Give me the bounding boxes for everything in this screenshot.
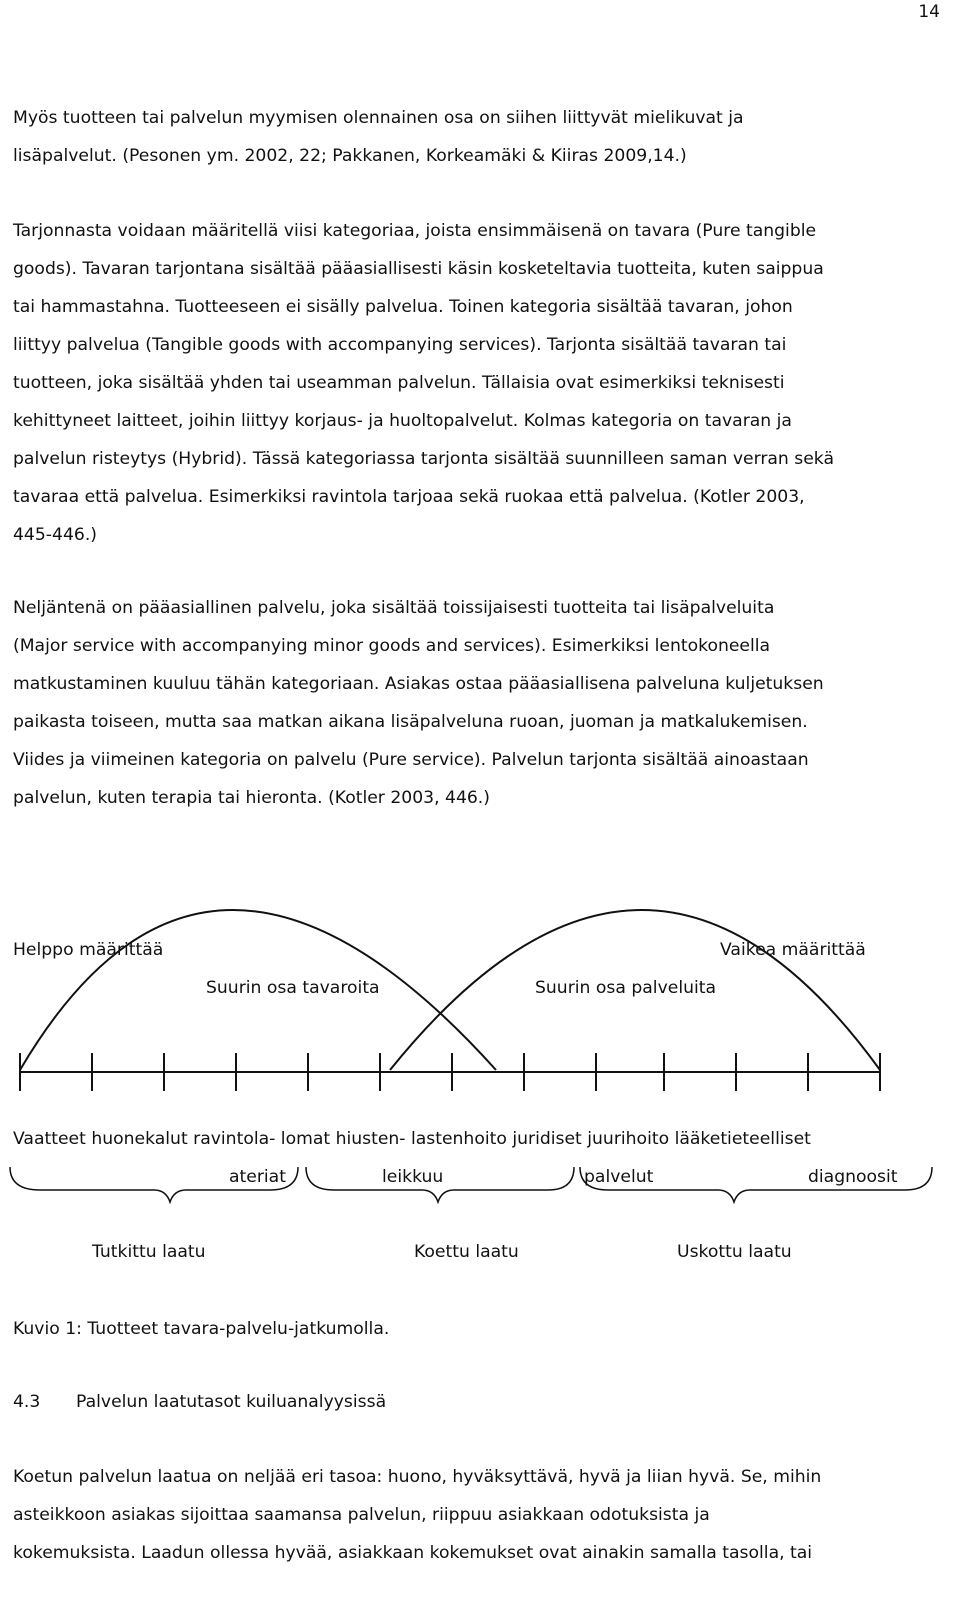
quality-label-experienced: Koettu laatu <box>414 1242 519 1262</box>
section-number: 4.3 <box>13 1392 41 1412</box>
text-line: 445-446.) <box>13 525 97 545</box>
goods-services-continuum-figure <box>0 880 960 1210</box>
section-title: Palvelun laatutasot kuiluanalyysissä <box>76 1392 387 1412</box>
text-line: lisäpalvelut. (Pesonen ym. 2002, 22; Pakkanen, Korkeamäki & Kiiras 2009,14.) <box>13 146 687 166</box>
text-line: tuotteen, joka sisältää yhden tai useamman palvelun. Tällaisia ovat esimerkiksi teknisesti <box>13 373 785 393</box>
text-line: matkustaminen kuuluu tähän kategoriaan. Asiakas ostaa pääasiallisena palveluna kuljetuksen <box>13 674 824 694</box>
text-line: asteikkoon asiakas sijoittaa saamansa palvelun, riippuu asiakkaan odotuksista ja <box>13 1505 710 1525</box>
page-number: 14 <box>918 2 940 22</box>
continuum-diagram <box>0 880 960 1210</box>
examples-line-1: Vaatteet huonekalut ravintola- lomat hiusten- lastenhoito juridiset juurihoito lääketieteelliset <box>13 1129 811 1149</box>
text-line: kehittyneet laitteet, joihin liittyy korjaus- ja huoltopalvelut. Kolmas kategoria on tavaran ja <box>13 411 792 431</box>
text-line: kokemuksista. Laadun ollessa hyvää, asiakkaan kokemukset ovat ainakin samalla tasolla, tai <box>13 1543 813 1563</box>
text-line: paikasta toiseen, mutta saa matkan aikana lisäpalveluna ruoan, juoman ja matkalukemisen. <box>13 712 808 732</box>
text-line: Viides ja viimeinen kategoria on palvelu (Pure service). Palvelun tarjonta sisältää ainoastaan <box>13 750 809 770</box>
text-line: goods). Tavaran tarjontana sisältää pääasiallisesti käsin kosketeltavia tuotteita, kuten saippua <box>13 259 824 279</box>
figure-caption: Kuvio 1: Tuotteet tavara-palvelu-jatkumolla. <box>13 1319 390 1339</box>
paragraph-4 <box>13 1458 948 1572</box>
text-line: Myös tuotteen tai palvelun myymisen olennainen osa on siihen liittyvät mielikuvat ja <box>13 108 744 128</box>
text-line: palvelun, kuten terapia tai hieronta. (Kotler 2003, 446.) <box>13 788 490 808</box>
quality-label-trusted: Uskottu laatu <box>677 1242 792 1262</box>
text-line: tavaraa että palvelua. Esimerkiksi ravintola tarjoaa sekä ruokaa että palvelua. (Kotler 2003, <box>13 487 805 507</box>
example-palvelut: palvelut <box>584 1167 654 1187</box>
text-line: palvelun risteytys (Hybrid). Tässä kategoriassa tarjonta sisältää suunnilleen saman verran sekä <box>13 449 834 469</box>
mostly-services-label: Suurin osa palveluita <box>535 978 717 998</box>
mostly-goods-label: Suurin osa tavaroita <box>206 978 380 998</box>
paragraph-2 <box>13 212 948 554</box>
text-line: tai hammastahna. Tuotteeseen ei sisälly palvelua. Toinen kategoria sisältää tavaran, johon <box>13 297 793 317</box>
example-leikkuu: leikkuu <box>382 1167 444 1187</box>
text-line: liittyy palvelua (Tangible goods with accompanying services). Tarjonta sisältää tavaran tai <box>13 335 787 355</box>
example-ateriat: ateriat <box>229 1167 286 1187</box>
hard-to-define-label: Vaikea määrittää <box>720 940 866 960</box>
section-heading <box>13 1392 386 1412</box>
paragraph-1 <box>13 99 948 175</box>
text-line: Tarjonnasta voidaan määritellä viisi kategoriaa, joista ensimmäisenä on tavara (Pure tangible <box>13 221 817 241</box>
text-line: (Major service with accompanying minor goods and services). Esimerkiksi lentokoneella <box>13 636 771 656</box>
text-line: Neljäntenä on pääasiallinen palvelu, joka sisältää toissijaisesti tuotteita tai lisäpalveluita <box>13 598 775 618</box>
paragraph-3 <box>13 589 948 817</box>
text-line: Koetun palvelun laatua on neljää eri tasoa: huono, hyväksyttävä, hyvä ja liian hyvä. Se, mihin <box>13 1467 822 1487</box>
quality-label-researched: Tutkittu laatu <box>92 1242 206 1262</box>
easy-to-define-label: Helppo määrittää <box>13 940 164 960</box>
example-diagnoosit: diagnoosit <box>808 1167 898 1187</box>
